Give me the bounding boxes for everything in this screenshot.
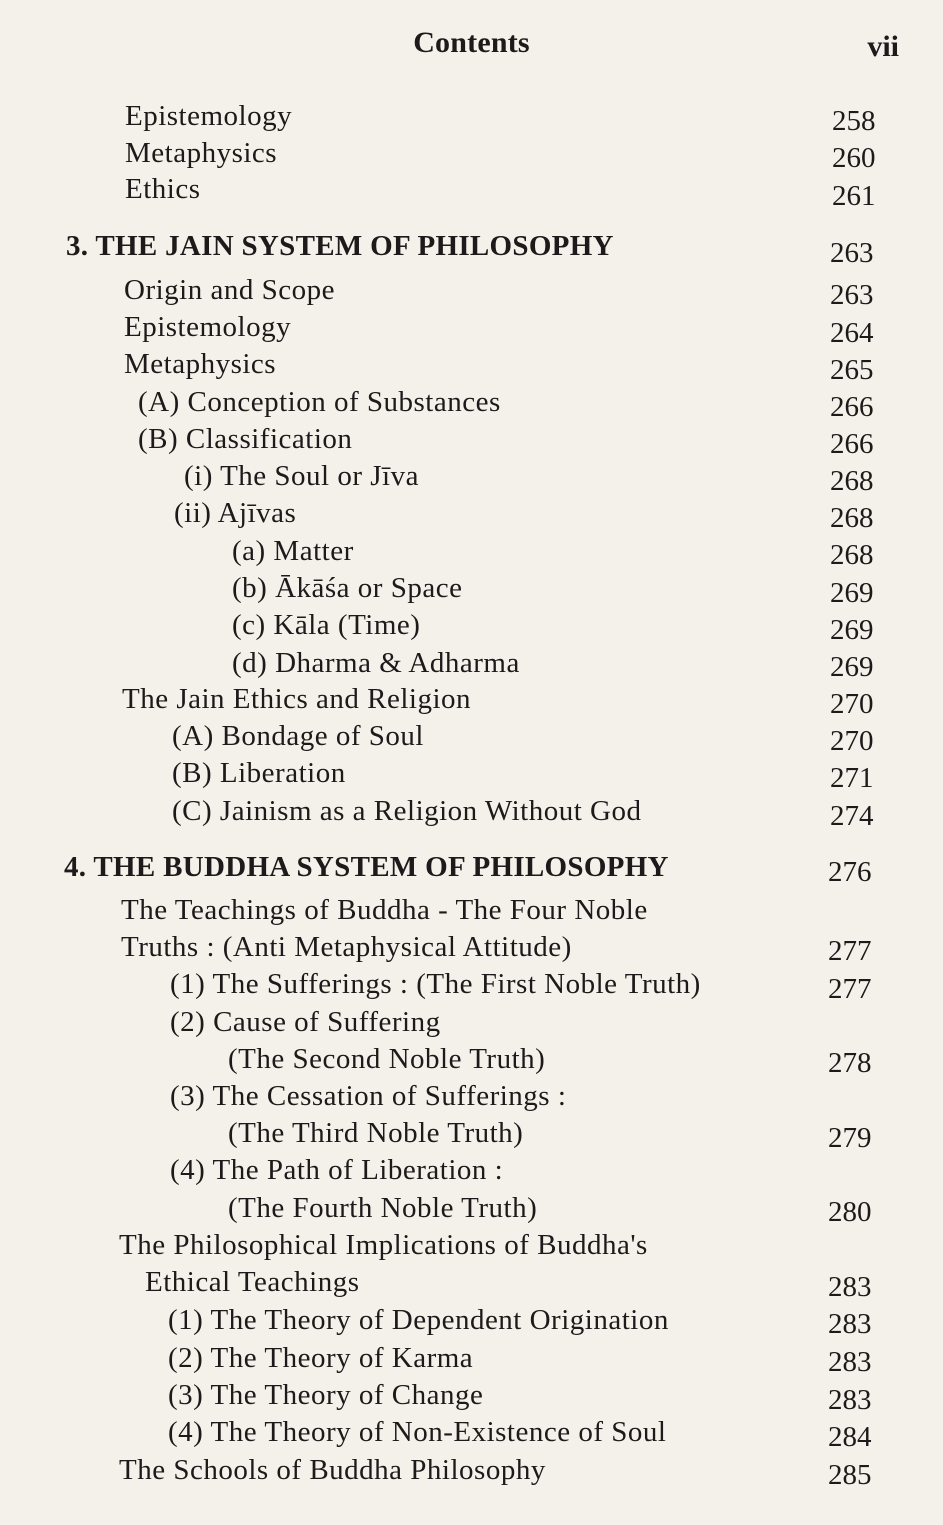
toc-entry-text: (c) Kāla (Time) [232, 609, 421, 641]
toc-entry-text: (b) Ākāśa or Space [232, 572, 463, 604]
toc-entry-text: Metaphysics [124, 348, 277, 380]
toc-page-number: 266 [830, 391, 874, 423]
toc-entry-text: The Philosophical Implications of Buddha's [119, 1229, 648, 1261]
toc-entry-text: (B) Liberation [172, 757, 346, 789]
toc-page-number: 285 [828, 1459, 872, 1491]
toc-page-number: 283 [828, 1384, 872, 1416]
toc-page-number: 268 [830, 539, 874, 571]
toc-page-number: 263 [830, 279, 874, 311]
toc-entry-text: The Schools of Buddha Philosophy [119, 1454, 546, 1486]
toc-entry-text: (4) The Path of Liberation : [170, 1154, 504, 1186]
toc-entry-text: Origin and Scope [124, 274, 335, 306]
toc-page-number: 276 [828, 856, 872, 888]
toc-entry-text: The Jain Ethics and Religion [122, 683, 472, 715]
toc-page-number: 277 [828, 973, 872, 1005]
toc-entry-text: (The Third Noble Truth) [228, 1117, 524, 1149]
toc-entry-text: (A) Conception of Substances [138, 386, 501, 418]
toc-page-number: 284 [828, 1421, 872, 1453]
toc-page-number: 258 [832, 105, 876, 137]
toc-page-number: 280 [828, 1196, 872, 1228]
toc-entry-text: (1) The Theory of Dependent Origination [168, 1304, 669, 1336]
toc-page-number: 269 [830, 614, 874, 646]
toc-chapter-title: 4. THE BUDDHA SYSTEM OF PHILOSOPHY [64, 851, 669, 883]
toc-page-number: 274 [830, 800, 874, 832]
toc-page-number: 268 [830, 502, 874, 534]
toc-page-number: 268 [830, 465, 874, 497]
toc-entry-text: (A) Bondage of Soul [172, 720, 424, 752]
toc-entry-text: Ethical Teachings [145, 1266, 360, 1298]
toc-entry-text: (The Second Noble Truth) [228, 1043, 546, 1075]
toc-entry-text: (2) Cause of Suffering [170, 1006, 441, 1038]
toc-entry-text: Metaphysics [125, 137, 278, 169]
toc-page-number: 264 [830, 317, 874, 349]
toc-entry-text: (C) Jainism as a Religion Without God [172, 795, 642, 827]
toc-page-number: 283 [828, 1308, 872, 1340]
toc-page-number: 279 [828, 1122, 872, 1154]
toc-entry-text: (i) The Soul or Jīva [184, 460, 419, 492]
toc-page-number: 283 [828, 1271, 872, 1303]
toc-entry-text: (1) The Sufferings : (The First Noble Truth) [170, 968, 701, 1000]
toc-entry-text: (a) Matter [232, 535, 354, 567]
toc-entry-text: (ii) Ajīvas [174, 497, 297, 529]
toc-entry-text: (4) The Theory of Non-Existence of Soul [168, 1416, 667, 1448]
toc-chapter-title: 3. THE JAIN SYSTEM OF PHILOSOPHY [66, 230, 614, 262]
toc-entry-text: (3) The Cessation of Sufferings : [170, 1080, 567, 1112]
toc-entry-text: Truths : (Anti Metaphysical Attitude) [121, 931, 572, 963]
toc-page-number: 261 [832, 180, 876, 212]
toc-page-number: 269 [830, 651, 874, 683]
toc-page-number: 266 [830, 428, 874, 460]
toc-entry-text: (The Fourth Noble Truth) [228, 1192, 538, 1224]
toc-entry-text: (B) Classification [138, 423, 353, 455]
toc-page-number: 263 [830, 237, 874, 269]
toc-page-number: 269 [830, 577, 874, 609]
toc-entry-text: (2) The Theory of Karma [168, 1342, 474, 1374]
page-header-title: Contents [413, 26, 530, 59]
toc-entry-text: Epistemology [125, 100, 293, 132]
toc-page-number: 270 [830, 725, 874, 757]
toc-entry-text: (d) Dharma & Adharma [232, 647, 520, 679]
toc-entry-text: The Teachings of Buddha - The Four Noble [121, 894, 648, 926]
toc-entry-text: Ethics [125, 173, 201, 205]
toc-entry-text: Epistemology [124, 311, 292, 343]
toc-page-number: 277 [828, 935, 872, 967]
toc-entry-text: (3) The Theory of Change [168, 1379, 484, 1411]
page-header-number: vii [867, 30, 899, 63]
toc-page-number: 271 [830, 762, 874, 794]
toc-page-number: 278 [828, 1047, 872, 1079]
toc-page-number: 265 [830, 354, 874, 386]
toc-page-number: 283 [828, 1346, 872, 1378]
toc-page-number: 260 [832, 142, 876, 174]
toc-page-number: 270 [830, 688, 874, 720]
